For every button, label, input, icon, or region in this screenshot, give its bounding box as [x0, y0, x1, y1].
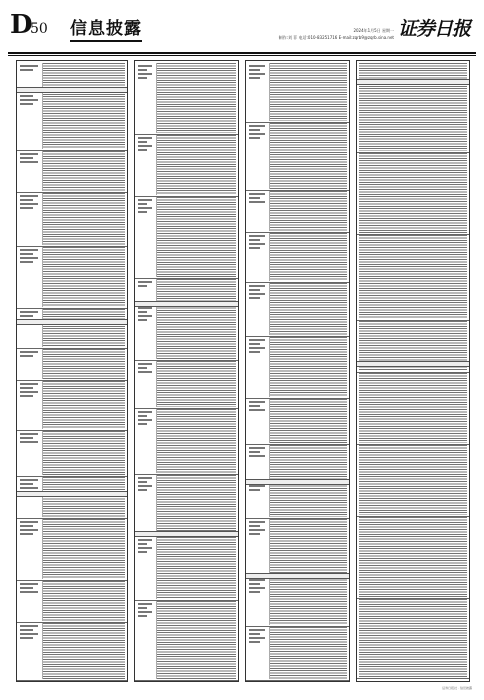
announcement-body-text — [359, 81, 467, 151]
announcement-label — [248, 337, 268, 397]
announcement-label — [137, 361, 155, 407]
table-header-row — [357, 361, 469, 367]
announcement-block — [137, 305, 236, 359]
announcement-block — [359, 373, 467, 443]
announcement-label — [137, 409, 155, 473]
announcement-block — [248, 283, 347, 335]
announcement-body-text — [156, 135, 236, 195]
announcement-body-text — [359, 373, 467, 443]
column-2 — [134, 60, 239, 682]
announcement-body-text — [42, 581, 125, 621]
block-separator — [135, 680, 238, 681]
announcement-block — [248, 123, 347, 189]
announcement-label — [137, 135, 155, 195]
newspaper-logo: 证券日报 — [398, 18, 471, 40]
announcement-block — [359, 445, 467, 515]
block-separator — [17, 680, 127, 681]
announcement-block — [19, 63, 125, 87]
announcement-body-text — [156, 63, 236, 133]
masthead-rule-thin — [8, 55, 476, 56]
announcement-block — [359, 235, 467, 319]
announcement-label — [137, 475, 155, 535]
table-header-row — [17, 87, 127, 93]
announcement-block — [359, 599, 467, 677]
announcement-block — [19, 623, 125, 679]
announcement-body-text — [269, 191, 347, 231]
announcement-body-text — [42, 381, 125, 429]
announcement-body-text — [269, 577, 347, 625]
announcement-body-text — [42, 623, 125, 679]
announcement-label — [19, 63, 41, 87]
table-header-row — [357, 79, 469, 85]
date-line: 2024年1月5日 星期一 — [353, 28, 394, 33]
announcement-body-text — [42, 349, 125, 379]
announcement-body-text — [269, 283, 347, 335]
announcement-label — [19, 193, 41, 245]
announcement-label — [19, 349, 41, 379]
announcement-body-text — [42, 477, 125, 517]
announcement-body-text — [269, 337, 347, 397]
announcement-label — [248, 519, 268, 575]
announcement-block — [19, 247, 125, 307]
announcement-body-text — [269, 483, 347, 517]
masthead-rule — [8, 52, 476, 54]
announcement-block — [137, 475, 236, 535]
announcement-block — [19, 581, 125, 621]
announcement-label — [137, 601, 155, 679]
announcement-label — [19, 477, 41, 517]
announcement-block — [137, 63, 236, 133]
announcement-body-text — [359, 153, 467, 233]
announcement-body-text — [156, 409, 236, 473]
announcement-label — [137, 279, 155, 301]
block-separator — [357, 678, 469, 679]
section-underline — [70, 40, 142, 42]
announcement-body-text — [359, 599, 467, 677]
announcement-label — [248, 191, 268, 231]
announcement-body-text — [269, 63, 347, 121]
announcement-label — [248, 123, 268, 189]
announcement-body-text — [269, 233, 347, 281]
announcement-label — [137, 197, 155, 277]
announcement-body-text — [359, 445, 467, 515]
announcement-body-text — [359, 517, 467, 597]
announcement-block — [248, 399, 347, 443]
footer-note: 证券日报社 · 信息披露 — [442, 686, 472, 690]
announcement-body-text — [42, 63, 125, 87]
announcement-body-text — [359, 235, 467, 319]
announcement-block — [137, 279, 236, 301]
column-4 — [356, 60, 470, 682]
table-header-row — [135, 301, 238, 307]
announcement-body-text — [156, 361, 236, 407]
announcement-label — [248, 399, 268, 443]
announcement-label — [19, 581, 41, 621]
announcement-label — [248, 63, 268, 121]
announcement-block — [359, 63, 467, 79]
announcement-label — [248, 233, 268, 281]
announcement-block — [359, 153, 467, 233]
page-number: 50 — [30, 21, 48, 37]
editor-line: 制作:刘 菲 电话:010-83251716 E-mail:zqrb9@zqrb.sina.net — [278, 35, 394, 40]
announcement-body-text — [156, 279, 236, 301]
announcement-label — [19, 431, 41, 475]
announcement-body-text — [269, 123, 347, 189]
announcement-block — [248, 483, 347, 517]
announcement-label — [19, 309, 41, 347]
announcement-block — [19, 349, 125, 379]
announcement-body-text — [42, 247, 125, 307]
announcement-block — [19, 151, 125, 191]
announcement-block — [19, 89, 125, 149]
announcement-body-text — [269, 627, 347, 679]
announcement-body-text — [269, 519, 347, 575]
announcement-body-text — [269, 399, 347, 443]
announcement-body-text — [156, 601, 236, 679]
table-header-row — [246, 573, 349, 579]
announcement-label — [19, 151, 41, 191]
announcement-label — [19, 519, 41, 579]
announcement-body-text — [156, 537, 236, 599]
announcement-body-text — [156, 305, 236, 359]
announcement-block — [19, 519, 125, 579]
section-title: 信息披露 — [70, 19, 142, 39]
announcement-body-text — [42, 431, 125, 475]
announcement-label — [248, 445, 268, 481]
announcement-label — [248, 483, 268, 517]
announcement-block — [19, 477, 125, 517]
announcement-block — [137, 361, 236, 407]
announcement-body-text — [42, 193, 125, 245]
table-header-row — [246, 479, 349, 485]
announcement-label — [137, 63, 155, 133]
announcement-body-text — [156, 197, 236, 277]
announcement-block — [19, 381, 125, 429]
announcement-label — [137, 537, 155, 599]
announcement-body-text — [269, 445, 347, 481]
announcement-label — [19, 623, 41, 679]
announcement-block — [137, 537, 236, 599]
announcement-label — [137, 305, 155, 359]
announcement-label — [248, 283, 268, 335]
announcement-block — [248, 191, 347, 231]
announcement-block — [359, 81, 467, 151]
column-1 — [16, 60, 128, 682]
announcement-block — [19, 193, 125, 245]
announcement-body-text — [42, 151, 125, 191]
announcement-body-text — [359, 63, 467, 79]
announcement-label — [19, 89, 41, 149]
column-3 — [245, 60, 350, 682]
announcement-block — [248, 63, 347, 121]
announcement-label — [248, 627, 268, 679]
announcement-block — [359, 517, 467, 597]
announcement-block — [248, 577, 347, 625]
announcement-block — [137, 135, 236, 195]
announcement-label — [248, 577, 268, 625]
announcement-block — [248, 445, 347, 481]
announcement-body-text — [42, 519, 125, 579]
announcement-block — [248, 337, 347, 397]
announcement-body-text — [42, 309, 125, 347]
announcement-body-text — [156, 475, 236, 535]
announcement-block — [248, 233, 347, 281]
page-letter: D — [10, 10, 33, 40]
announcement-label — [19, 247, 41, 307]
announcement-block — [137, 601, 236, 679]
announcement-block — [19, 431, 125, 475]
table-header-row — [17, 491, 127, 497]
announcement-label — [19, 381, 41, 429]
announcement-block — [248, 627, 347, 679]
announcement-block — [137, 409, 236, 473]
announcement-block — [19, 309, 125, 347]
announcement-block — [248, 519, 347, 575]
table-header-row — [17, 319, 127, 325]
announcement-block — [137, 197, 236, 277]
announcement-body-text — [42, 89, 125, 149]
block-separator — [246, 680, 349, 681]
table-header-row — [135, 531, 238, 537]
